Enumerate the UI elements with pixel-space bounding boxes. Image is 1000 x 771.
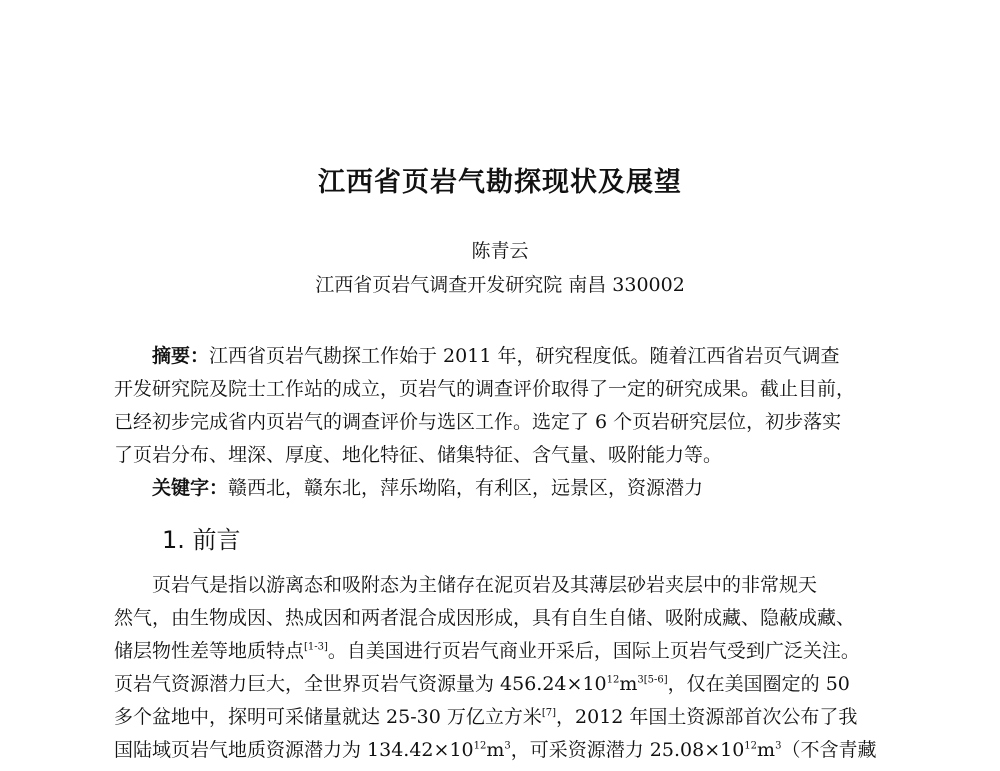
intro-text: 多个盆地中，探明可采储量就达 25-30 万亿立方米 <box>114 706 542 728</box>
intro-line-5 <box>114 702 857 729</box>
exponent: 3 <box>775 740 782 752</box>
keywords-text: 赣西北，赣东北，萍乐坳陷，有利区，远景区，资源潜力 <box>228 477 704 499</box>
intro-text: ，仅在美国圈定的 50 <box>667 673 850 695</box>
unit: m <box>486 739 505 761</box>
author-name: 陈青云 <box>471 240 529 262</box>
citation-ref: [1-3] <box>304 641 328 653</box>
intro-text: （不含青藏 <box>781 739 877 761</box>
intro-line-6 <box>114 735 876 762</box>
intro-line-2: 然气，由生物成因、热成因和两者混合成因形成，具有自生自储、吸附成藏、隐蔽成藏、 <box>114 607 856 629</box>
abstract-line-3: 已经初步完成省内页岩气的调查评价与选区工作。选定了 6 个页岩研究层位，初步落实 <box>114 411 842 433</box>
citation-ref: [7] <box>541 707 557 719</box>
exponent: 12 <box>744 740 758 752</box>
citation-ref: 3[5-6] <box>637 674 668 686</box>
author-affiliation: 江西省页岩气调查开发研究院 南昌 330002 <box>315 274 685 296</box>
intro-line-3 <box>114 636 860 663</box>
abstract-line-4: 了页岩分布、埋深、厚度、地化特征、储集特征、含气量、吸附能力等。 <box>114 444 723 466</box>
unit: m <box>619 673 638 695</box>
unit: m <box>757 739 776 761</box>
paper-title: 江西省页岩气勘探现状及展望 <box>318 167 682 198</box>
intro-text: 。自美国进行页岩气商业开采后，国际上页岩气受到广泛关注。 <box>327 640 860 662</box>
intro-line-1: 页岩气是指以游离态和吸附态为主储存在泥页岩及其薄层砂岩夹层中的非常规天 <box>152 574 818 596</box>
intro-text: 国陆域页岩气地质资源潜力为 134.42×10 <box>114 739 474 761</box>
exponent: 12 <box>473 740 487 752</box>
abstract-line-2: 开发研究院及院士工作站的成立，页岩气的调查评价取得了一定的研究成果。截止目前， <box>114 378 856 400</box>
intro-text: ，2012 年国土资源部首次公布了我 <box>556 706 858 728</box>
abstract-text-1: 江西省页岩气勘探工作始于 2011 年，研究程度低。随着江西省岩页气调查 <box>209 345 840 367</box>
intro-text: 页岩气资源潜力巨大，全世界页岩气资源量为 456.24×10 <box>114 673 607 695</box>
abstract-line-1 <box>152 341 839 368</box>
keywords-line <box>152 473 703 500</box>
keywords-label: 关键字： <box>152 477 229 499</box>
abstract-label: 摘要： <box>152 345 210 367</box>
intro-text: 储层物性差等地质特点 <box>114 640 305 662</box>
exponent: 12 <box>606 674 620 686</box>
intro-line-4 <box>114 669 850 696</box>
section-heading-introduction: 1. 前言 <box>162 526 241 554</box>
intro-text: ，可采资源潜力 25.08×10 <box>510 739 745 761</box>
exponent: 3 <box>504 740 511 752</box>
